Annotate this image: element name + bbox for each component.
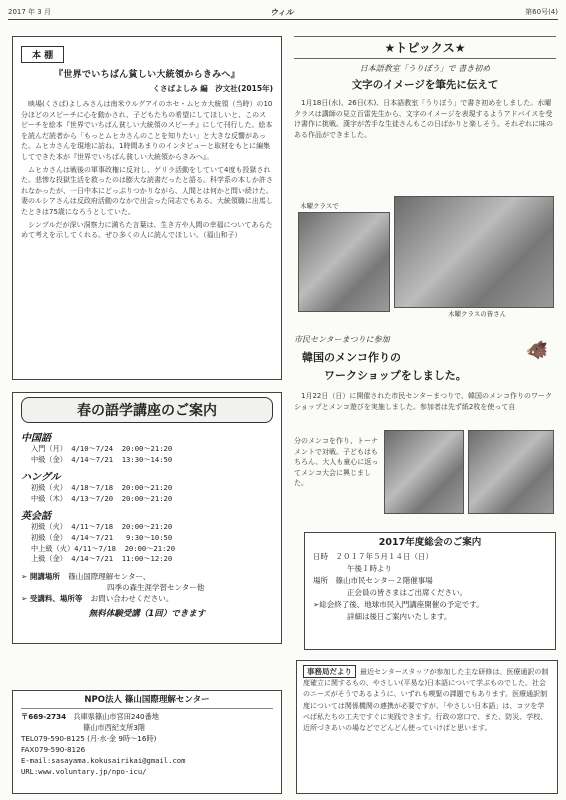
book-review-p2: ムヒカさんは戦後の軍事政権に反対し、ゲリラ活動をしていて4度も投獄された。悲惨な投獄生活を救ったのは膨大な読書だったと語る。科学系の本しか許されなかったが、一日中本にどっぷりつかりながら、人間とは何かと問い続けた。妻のルシアさんは反政府活動のなかで出会った同志でもある。大統領職に出馬したときは75歳になろうとしていた。 — [21, 165, 273, 216]
photo-caption-1: 木曜クラスで — [300, 202, 339, 210]
office-news-body: 最近センタースタッフが参加した主な研修は、医療通訳の制度確立に関するもの、やさしい(平易な)日本語について学ぶものでした。社会のニーズがそうであるように、いずれも喫緊の課題でもあります。医療通訳制度については関係機関の連携が必要ですが、「やさしい日本語」は、コツを学べば私たちの工夫ですぐに実践できます。行政の窓口で、また、防災、学校、近所づきあいの場などでどんどん使っていけばと思います。 — [303, 668, 549, 733]
org-name: NPO法人 篠山国際理解センター — [21, 695, 273, 709]
meeting-note-1: 正会員の皆さまはご出席ください。 — [347, 588, 467, 597]
org-contact-section — [12, 690, 282, 794]
bookshelf-section — [12, 36, 282, 380]
venue-info — [21, 571, 273, 604]
lang-chinese: 中国語 — [21, 433, 51, 444]
contact-text: お問い合わせください。 — [90, 593, 174, 603]
photo-caption-2: 木曜クラスの皆さん — [448, 310, 507, 318]
mascot-icon: 🐗 — [525, 340, 548, 361]
venue-label: ➢ 開講場所 — [21, 571, 60, 581]
org-address-1: 兵庫県篠山市宮田240番地 — [73, 712, 159, 721]
course-en-2: 中上級（火）4/11〜7/18 20:00〜21:20 — [31, 543, 176, 553]
book-review-p3: シンプルだが深い洞察力に満ちた言葉は、生き方や人間の幸福についてあらためて考えを示してくれる。ぜひ多くの人に読んでほしい。（福山和子） — [21, 220, 273, 240]
lang-korean: ハングル — [21, 472, 61, 484]
topics-title: 文字のイメージを筆先に伝えて — [351, 79, 499, 91]
lang-english: 英会話 — [21, 511, 51, 523]
course-en-3: 上級（金） 4/14〜7/21 11:00〜12:20 — [31, 554, 173, 564]
general-meeting-section — [304, 532, 556, 650]
issue-date: 2017 年 3 月 — [8, 8, 51, 16]
book-review-p1: 映場(くさば)よしみさんは南米ウルグアイのホセ・ムヒカ大統領（当時）の10分ほどのスピーチに心を動かされ、子どもたちの希望にしてほしいと、このスピーチを絵本『世界でいちばん貧しい大統領のスピーチ』にして刊行した。絵本を読んだ読者から「もっとムヒカさんのことを知りたい」と大きな反響があった。ムヒカさんを現地に訪ね、1時間あまりのインタビューと取材をもとに編集してできた本が『世界でいちばん貧しい大統領からきみへ』。 — [21, 100, 273, 161]
topics-section — [294, 36, 556, 316]
course-ko-0: 初級（火） 4/18〜7/18 20:00〜21:20 — [31, 483, 173, 493]
org-email[interactable]: E-mail:sasayama.kokusairikai@gmail.com — [21, 756, 186, 765]
topics-subtitle: 日本語教室「うりぼう」で 書き初め — [359, 64, 491, 73]
menko-section — [294, 334, 556, 520]
meeting-note-2: ➢総会終了後、地球市民入門講座開催の予定です。 — [313, 600, 484, 609]
venue-2: 四季の森生涯学習センター他 — [107, 582, 205, 592]
spring-courses-title: 春の語学講座のご案内 — [21, 397, 273, 423]
course-ko-1: 中級（木） 4/13〜7/20 20:00〜21:20 — [31, 493, 173, 503]
menko-title-1: 韓国のメンコ作りの — [302, 351, 401, 364]
menko-body-2: 分のメンコを作り、トーナメントで対戦。子どもはもちろん、大人も童心に返ってメンコ大会に興じました。 — [294, 437, 379, 488]
menko-subtitle: 市民センターまつりに参加 — [294, 335, 390, 344]
group-photo — [394, 196, 554, 308]
org-tel: TEL079-590-8125 (月·水·金 9時〜16時) — [21, 734, 157, 743]
book-title: 『世界でいちばん貧しい大統領からきみへ』 — [54, 70, 240, 80]
book-author: くさばよしみ 編 汐文社(2015年) — [152, 84, 273, 93]
org-fax: FAX079-590-8126 — [21, 745, 86, 754]
office-news-label: 事務局だより — [303, 665, 356, 678]
course-zh-0: 入門（月） 4/10〜7/24 20:00〜21:20 — [31, 444, 173, 453]
menko-photo-1 — [384, 430, 464, 514]
meeting-note-3: 詳細は後日ご案内いたします。 — [347, 612, 452, 621]
course-zh-1: 中級（金） 4/14〜7/21 13:30〜14:50 — [31, 454, 173, 464]
menko-title-2: ワークショップをしました。 — [324, 369, 467, 382]
course-en-0: 初級（火） 4/11〜7/18 20:00〜21:20 — [31, 522, 173, 532]
office-news — [303, 665, 551, 734]
office-news-section — [296, 660, 558, 794]
issue-number: 第60号(4) — [525, 8, 558, 16]
menko-body-1: 1月22日（日）に開催された市民センターまつりで、韓国のメンコ作りのワークショップとメンコ遊びを実施しました。参加者は先ず紙2枚を使って自 — [294, 392, 552, 411]
calligraphy-class-photo — [298, 212, 390, 312]
venue-1: 篠山国際理解センター、 — [68, 571, 151, 581]
topics-heading: ★トピックス★ — [294, 36, 556, 59]
org-url[interactable]: URL:www.voluntary.jp/npo-icu/ — [21, 767, 147, 776]
contact-label: ➢ 受講料、場所等 — [21, 593, 83, 603]
newsletter-logo: ウィル — [270, 8, 294, 17]
topics-body: 1月18日(水)、26日(木)、日本語教室「うりぼう」で書き初めをしました。水曜クラスは講師の見立百雷先生から、文字のイメージを表現するようアドバイスを受け書作に挑戦。漢字が苦手な生徒さんもこの日ばかりと楽しそう。それぞれに味のある作品ができました。 — [294, 99, 553, 139]
meeting-time: 午後１時より — [347, 564, 392, 573]
meeting-title: 2017年度総会のご案内 — [378, 537, 482, 548]
page-header — [8, 6, 558, 20]
org-zip: 〒669-2734 — [21, 712, 67, 721]
meeting-place: 場所 篠山市民センター２階催事場 — [313, 576, 433, 585]
bookshelf-label: 本 棚 — [21, 46, 64, 63]
free-trial-note: 無料体験受講（1回）できます — [88, 608, 206, 619]
meeting-date: 日時 ２０１７年５月１４日（日） — [313, 552, 433, 561]
course-en-1: 初級（金） 4/14〜7/21 9:30〜10:50 — [31, 532, 173, 542]
menko-photo-2 — [468, 430, 554, 514]
org-address-2: 篠山市西紀支所3階 — [83, 723, 146, 732]
spring-courses-section — [12, 392, 282, 644]
